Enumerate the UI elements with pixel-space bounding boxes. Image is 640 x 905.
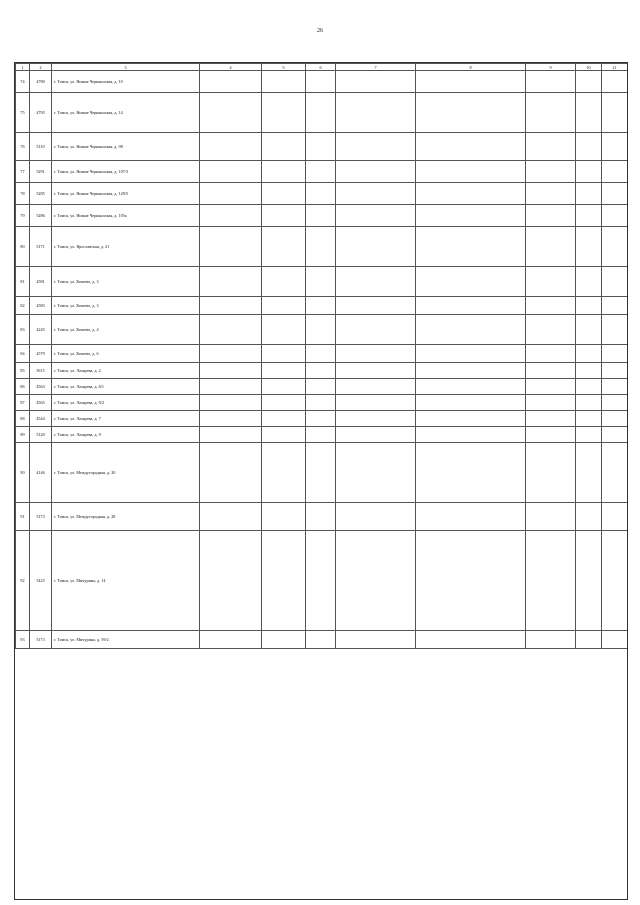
cell-col-6 — [306, 503, 336, 531]
cell-col-7 — [336, 443, 416, 503]
cell-id: 5171 — [30, 227, 52, 267]
cell-col-7 — [336, 267, 416, 297]
cell-col-5 — [262, 531, 306, 631]
cell-address: г. Томск, ул. Нижне Чернышская, д. 105а — [52, 205, 200, 227]
cell-col-8 — [416, 267, 526, 297]
page-number: 26 — [317, 28, 323, 34]
cell-col-10 — [576, 71, 602, 93]
cell-col-7 — [336, 531, 416, 631]
cell-col-6 — [306, 161, 336, 183]
cell-col-11 — [602, 133, 628, 161]
cell-address: г. Томск, ул. Кошево, д. 4 — [52, 315, 200, 345]
cell-no: 79 — [16, 205, 30, 227]
cell-col-11 — [602, 161, 628, 183]
cell-col-11 — [602, 71, 628, 93]
cell-col-5 — [262, 227, 306, 267]
table-row — [16, 297, 628, 315]
cell-col-11 — [602, 227, 628, 267]
cell-col-5 — [262, 395, 306, 411]
cell-no: 93 — [16, 631, 30, 649]
cell-col-10 — [576, 395, 602, 411]
cell-no: 75 — [16, 93, 30, 133]
table-row — [16, 531, 628, 631]
table-row — [16, 267, 628, 297]
cell-col-6 — [306, 427, 336, 443]
cell-no: 90 — [16, 443, 30, 503]
cell-col-9 — [526, 411, 576, 427]
table-row — [16, 503, 628, 531]
column-header: 5 — [262, 64, 306, 71]
column-header: 3 — [52, 64, 200, 71]
table-row — [16, 183, 628, 205]
cell-col-7 — [336, 379, 416, 395]
cell-col-4 — [200, 631, 262, 649]
cell-address: г. Томск, ул. Нижне Чернышская, д. 98 — [52, 133, 200, 161]
cell-col-6 — [306, 183, 336, 205]
cell-col-9 — [526, 631, 576, 649]
cell-col-9 — [526, 267, 576, 297]
cell-col-4 — [200, 315, 262, 345]
cell-col-8 — [416, 345, 526, 363]
cell-col-6 — [306, 205, 336, 227]
cell-col-5 — [262, 363, 306, 379]
cell-col-10 — [576, 297, 602, 315]
cell-col-4 — [200, 227, 262, 267]
cell-col-11 — [602, 205, 628, 227]
cell-col-4 — [200, 133, 262, 161]
cell-col-10 — [576, 379, 602, 395]
column-header: 8 — [416, 64, 526, 71]
cell-col-5 — [262, 345, 306, 363]
cell-id: 5291 — [30, 161, 52, 183]
column-header: 2 — [30, 64, 52, 71]
cell-col-5 — [262, 93, 306, 133]
cell-col-6 — [306, 267, 336, 297]
cell-col-5 — [262, 411, 306, 427]
cell-col-4 — [200, 297, 262, 315]
cell-col-6 — [306, 227, 336, 267]
cell-col-11 — [602, 395, 628, 411]
cell-col-10 — [576, 503, 602, 531]
cell-col-6 — [306, 411, 336, 427]
cell-col-9 — [526, 205, 576, 227]
column-header: 11 — [602, 64, 628, 71]
cell-id: 4245 — [30, 315, 52, 345]
column-header: 1 — [16, 64, 30, 71]
cell-col-5 — [262, 133, 306, 161]
cell-col-8 — [416, 363, 526, 379]
cell-col-7 — [336, 93, 416, 133]
cell-col-11 — [602, 411, 628, 427]
cell-col-8 — [416, 503, 526, 531]
cell-col-4 — [200, 363, 262, 379]
cell-col-4 — [200, 503, 262, 531]
cell-no: 74 — [16, 71, 30, 93]
cell-col-7 — [336, 297, 416, 315]
table-row — [16, 227, 628, 267]
cell-col-4 — [200, 183, 262, 205]
cell-col-5 — [262, 183, 306, 205]
cell-col-9 — [526, 133, 576, 161]
cell-col-9 — [526, 427, 576, 443]
cell-col-10 — [576, 227, 602, 267]
cell-col-6 — [306, 93, 336, 133]
cell-col-7 — [336, 133, 416, 161]
table-row — [16, 205, 628, 227]
table-row — [16, 161, 628, 183]
cell-col-8 — [416, 379, 526, 395]
cell-col-5 — [262, 379, 306, 395]
table-row — [16, 427, 628, 443]
cell-col-6 — [306, 631, 336, 649]
cell-no: 81 — [16, 267, 30, 297]
cell-col-7 — [336, 631, 416, 649]
cell-col-7 — [336, 345, 416, 363]
cell-no: 78 — [16, 183, 30, 205]
column-header: 4 — [200, 64, 262, 71]
cell-address: г. Томск, ул. Мичурина, д. 14 — [52, 531, 200, 631]
cell-address: г. Томск, ул. Лазарева, д. 7 — [52, 411, 200, 427]
cell-col-9 — [526, 183, 576, 205]
cell-col-11 — [602, 93, 628, 133]
cell-col-5 — [262, 427, 306, 443]
cell-col-7 — [336, 363, 416, 379]
cell-no: 82 — [16, 297, 30, 315]
cell-id: 4795 — [30, 93, 52, 133]
cell-col-10 — [576, 531, 602, 631]
cell-col-11 — [602, 315, 628, 345]
cell-col-6 — [306, 395, 336, 411]
cell-col-7 — [336, 71, 416, 93]
cell-address: г. Томск, ул. Ярославская, д. 21 — [52, 227, 200, 267]
cell-col-8 — [416, 443, 526, 503]
cell-col-8 — [416, 315, 526, 345]
cell-col-5 — [262, 315, 306, 345]
cell-col-4 — [200, 345, 262, 363]
cell-col-6 — [306, 531, 336, 631]
cell-no: 84 — [16, 345, 30, 363]
cell-col-9 — [526, 531, 576, 631]
cell-col-4 — [200, 93, 262, 133]
cell-col-5 — [262, 161, 306, 183]
cell-id: 5120 — [30, 427, 52, 443]
cell-col-5 — [262, 443, 306, 503]
cell-col-4 — [200, 71, 262, 93]
cell-col-10 — [576, 411, 602, 427]
cell-no: 76 — [16, 133, 30, 161]
cell-col-5 — [262, 297, 306, 315]
cell-no: 85 — [16, 363, 30, 379]
cell-col-6 — [306, 71, 336, 93]
cell-col-7 — [336, 205, 416, 227]
cell-col-11 — [602, 183, 628, 205]
cell-col-10 — [576, 93, 602, 133]
cell-col-9 — [526, 71, 576, 93]
cell-id: 4563 — [30, 379, 52, 395]
cell-no: 80 — [16, 227, 30, 267]
cell-no: 88 — [16, 411, 30, 427]
cell-col-9 — [526, 161, 576, 183]
cell-col-8 — [416, 395, 526, 411]
cell-col-5 — [262, 503, 306, 531]
cell-no: 87 — [16, 395, 30, 411]
cell-col-10 — [576, 363, 602, 379]
cell-col-10 — [576, 183, 602, 205]
table-row — [16, 631, 628, 649]
cell-col-7 — [336, 161, 416, 183]
cell-col-10 — [576, 315, 602, 345]
table-row — [16, 71, 628, 93]
cell-col-11 — [602, 345, 628, 363]
cell-col-11 — [602, 503, 628, 531]
cell-id: 4581 — [30, 267, 52, 297]
cell-col-5 — [262, 71, 306, 93]
cell-col-9 — [526, 443, 576, 503]
cell-address: г. Томск, ул. Мичурина, д. 59/2 — [52, 631, 200, 649]
cell-id: 5173 — [30, 503, 52, 531]
cell-col-10 — [576, 205, 602, 227]
column-header: 6 — [306, 64, 336, 71]
table-row — [16, 345, 628, 363]
cell-address: г. Томск, ул. Нижне Чернышская, д. 129/5 — [52, 183, 200, 205]
cell-address: г. Томск, ул. Кошево, д. 6 — [52, 345, 200, 363]
cell-col-7 — [336, 503, 416, 531]
cell-col-6 — [306, 297, 336, 315]
cell-id: 5110 — [30, 133, 52, 161]
cell-address: г. Томск, ул. Кошево, д. 3 — [52, 297, 200, 315]
cell-col-7 — [336, 427, 416, 443]
cell-col-11 — [602, 363, 628, 379]
cell-address: г. Томск, ул. Кошево, д. 3 — [52, 267, 200, 297]
table-row — [16, 315, 628, 345]
cell-col-8 — [416, 93, 526, 133]
cell-address: г. Томск, ул. Лазарева, д. 9/2 — [52, 395, 200, 411]
cell-no: 92 — [16, 531, 30, 631]
cell-id: 5285 — [30, 183, 52, 205]
cell-col-9 — [526, 227, 576, 267]
cell-col-9 — [526, 297, 576, 315]
cell-id: 5425 — [30, 531, 52, 631]
cell-col-4 — [200, 161, 262, 183]
cell-col-10 — [576, 427, 602, 443]
cell-id: 4583 — [30, 297, 52, 315]
table-row — [16, 443, 628, 503]
cell-col-8 — [416, 631, 526, 649]
cell-col-7 — [336, 183, 416, 205]
cell-address: г. Томск, ул. Нижне Чернышская, д. 107/3 — [52, 161, 200, 183]
cell-col-11 — [602, 631, 628, 649]
cell-col-9 — [526, 345, 576, 363]
cell-col-6 — [306, 379, 336, 395]
cell-col-6 — [306, 363, 336, 379]
cell-col-8 — [416, 133, 526, 161]
cell-col-8 — [416, 205, 526, 227]
cell-col-8 — [416, 297, 526, 315]
cell-id: 4565 — [30, 395, 52, 411]
cell-col-11 — [602, 443, 628, 503]
cell-col-7 — [336, 315, 416, 345]
cell-col-10 — [576, 161, 602, 183]
table-row — [16, 93, 628, 133]
cell-address: г. Томск, ул. Лазарева, д. 9 — [52, 427, 200, 443]
cell-col-6 — [306, 315, 336, 345]
cell-id: 5286 — [30, 205, 52, 227]
cell-no: 86 — [16, 379, 30, 395]
table-row — [16, 133, 628, 161]
cell-id: 4146 — [30, 443, 52, 503]
cell-no: 91 — [16, 503, 30, 531]
cell-col-7 — [336, 395, 416, 411]
cell-col-8 — [416, 161, 526, 183]
cell-col-8 — [416, 227, 526, 267]
cell-address: г. Томск, ул. Междугородная, д. 20 — [52, 443, 200, 503]
cell-col-9 — [526, 363, 576, 379]
cell-id: 4579 — [30, 345, 52, 363]
header-row — [16, 64, 628, 71]
cell-col-11 — [602, 297, 628, 315]
cell-col-4 — [200, 267, 262, 297]
cell-col-4 — [200, 411, 262, 427]
cell-col-7 — [336, 411, 416, 427]
cell-col-10 — [576, 133, 602, 161]
cell-col-4 — [200, 427, 262, 443]
column-header: 7 — [336, 64, 416, 71]
column-header: 10 — [576, 64, 602, 71]
cell-col-11 — [602, 427, 628, 443]
cell-col-7 — [336, 227, 416, 267]
cell-col-11 — [602, 531, 628, 631]
cell-col-8 — [416, 183, 526, 205]
table-row — [16, 379, 628, 395]
cell-col-9 — [526, 395, 576, 411]
cell-col-8 — [416, 427, 526, 443]
cell-address: г. Томск, ул. Лазарева, д. 2 — [52, 363, 200, 379]
table-row — [16, 411, 628, 427]
cell-id: 5615 — [30, 363, 52, 379]
cell-col-6 — [306, 133, 336, 161]
cell-col-6 — [306, 345, 336, 363]
cell-col-4 — [200, 395, 262, 411]
cell-no: 89 — [16, 427, 30, 443]
cell-col-4 — [200, 531, 262, 631]
cell-address: г. Томск, ул. Лазарева, д. 6/1 — [52, 379, 200, 395]
cell-col-9 — [526, 379, 576, 395]
column-header: 9 — [526, 64, 576, 71]
cell-id: 4780 — [30, 71, 52, 93]
cell-address: г. Томск, ул. Нижне Чернышская, д. 10 — [52, 71, 200, 93]
cell-id: 4544 — [30, 411, 52, 427]
cell-address: г. Томск, ул. Междугородная, д. 28 — [52, 503, 200, 531]
cell-address: г. Томск, ул. Нижне Чернышская, д. 14 — [52, 93, 200, 133]
cell-col-8 — [416, 411, 526, 427]
cell-col-8 — [416, 531, 526, 631]
cell-col-9 — [526, 503, 576, 531]
cell-col-10 — [576, 345, 602, 363]
cell-id: 5173 — [30, 631, 52, 649]
table-row — [16, 395, 628, 411]
cell-col-11 — [602, 379, 628, 395]
cell-col-9 — [526, 93, 576, 133]
cell-col-10 — [576, 267, 602, 297]
cell-col-10 — [576, 443, 602, 503]
cell-col-5 — [262, 205, 306, 227]
cell-col-10 — [576, 631, 602, 649]
cell-col-6 — [306, 443, 336, 503]
cell-col-8 — [416, 71, 526, 93]
cell-col-4 — [200, 379, 262, 395]
cell-col-5 — [262, 267, 306, 297]
cell-col-11 — [602, 267, 628, 297]
cell-no: 83 — [16, 315, 30, 345]
cell-col-9 — [526, 315, 576, 345]
cell-col-5 — [262, 631, 306, 649]
cell-col-4 — [200, 205, 262, 227]
cell-no: 77 — [16, 161, 30, 183]
table-row — [16, 363, 628, 379]
cell-col-4 — [200, 443, 262, 503]
data-table — [14, 62, 628, 900]
